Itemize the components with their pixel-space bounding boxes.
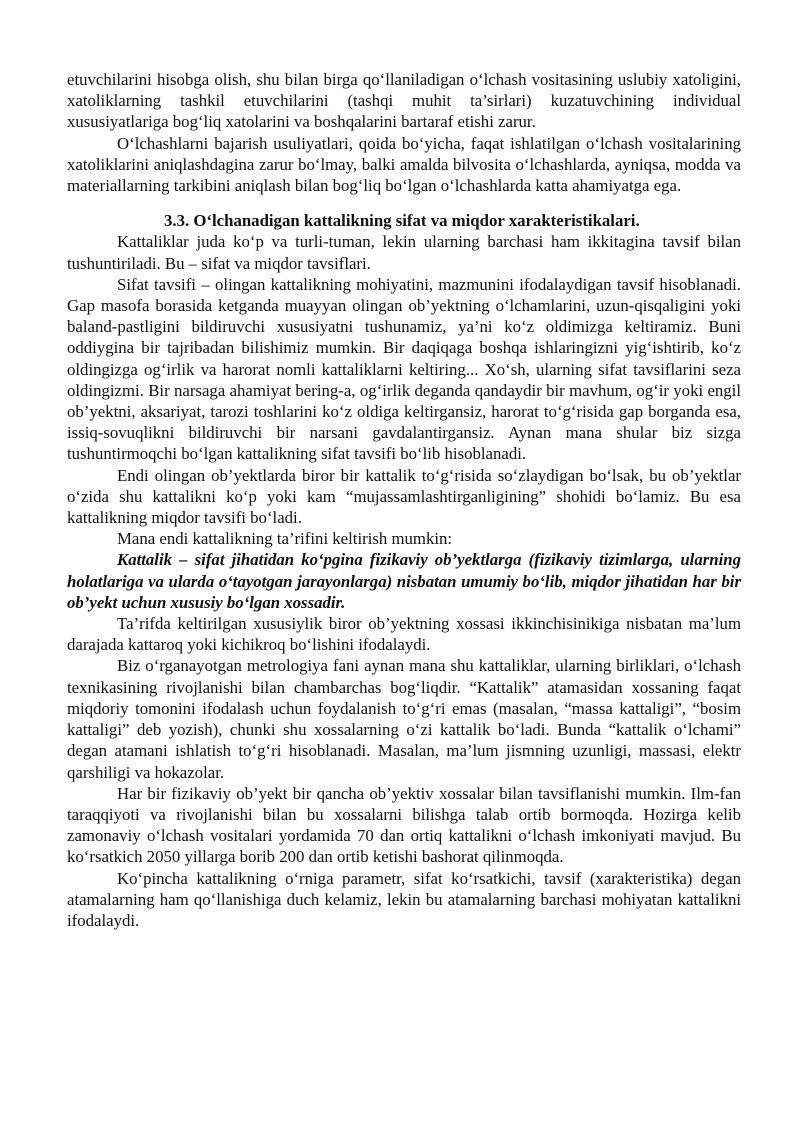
paragraph-quality-description: Sifat tavsifi – olingan kattalikning mohiyatini, mazmunini ifodalaydigan tavsif hisoblanadi. Gap masofa borasida ketganda muayyan olingan ob’yektning o‘lchamlarini, uzun-qisqaligini yoki baland-pastligini bildiruvchi xususiyatni tushunamiz, ya’ni ko‘z oldimizga keltiramiz. Buni oddiygina bir tajribadan bilishimiz mumkin. Bir daqiqaga boshqa ishlaringizni yig‘ishtirib, ko‘z oldingizga og‘irlik va harorat nomli kattaliklarni keltiring... Xo‘sh, ularning sifat tavsiflarini seza oldingizmi. Bir narsaga ahamiyat bering-a, og‘irlik deganda qandaydir bir mavhum, og‘ir yoki engil ob’yektni, aksariyat, tarozi toshlarini ko‘z oldiga keltirgansiz, harorat to‘g‘risida gap borganda esa, issiq-sovuqlikni bildiruvchi bir narsani gavdalantirgansiz. Aynan mana shular biz sizga tushuntirmoqchi bo‘lgan kattalikning sifat tavsifi bo‘lib hisoblanadi. bbox=[67, 274, 741, 464]
section-heading: 3.3. O‘lchanadigan kattalikning sifat va miqdor xarakteristikalari. bbox=[164, 211, 640, 231]
paragraph-quantity-description: Endi olingan ob’yektlarda biror bir kattalik to‘g‘risida so‘zlaydigan bo‘lsak, bu ob’yektlar o‘zida shu kattalikni ko‘p yoki kam “mujassamlashtirganligining” shohidi bo‘lamiz. Bu esa kattalikning miqdor tavsifi bo‘ladi. bbox=[67, 465, 741, 528]
paragraph-definition-lead: Mana endi kattalikning ta’rifini keltirish mumkin: bbox=[117, 529, 453, 549]
document-page bbox=[67, 69, 741, 931]
paragraph-quantities-intro: Kattaliklar juda ko‘p va turli-tuman, lekin ularning barchasi ham ikkitagina tavsif bilan tushuntiriladi. Bu – sifat va miqdor tavsiflari. bbox=[67, 232, 741, 273]
paragraph-measurement-methods: O‘lchashlarni bajarish usuliyatlari, qoida bo‘yicha, faqat ishlatilgan o‘lchash vositalarining xatoliklarini aniqlashdagina zarur bo‘lmay, balki amalda bilvosita o‘lchashlarda, ayniqsa, modda va materiallarning tarkibini aniqlash bilan bog‘liq bo‘lgan o‘lchashlarda katta ahamiyatga ega. bbox=[67, 133, 741, 196]
paragraph-metrology: Biz o‘rganayotgan metrologiya fani aynan mana shu kattaliklar, ularning birliklari, o‘lchash texnikasining rivojlanishi bilan chambarchas bog‘liqdir. “Kattalik” atamasidan xossaning faqat miqdoriy tomonini ifodalash uchun foydalanish to‘g‘ri emas (masalan, “massa kattaligi”, “bosim kattaligi” deb yozish), chunki shu xossalarning o‘zi kattalik bo‘ladi. Bunda “kattalik o‘lchami” degan atamani ishlatish to‘g‘ri hisoblanadi. Masalan, ma’lum jismning uzunligi, massasi, elektr qarshiligi va hokazolar. bbox=[67, 656, 741, 782]
paragraph-terminology: Ko‘pincha kattalikning o‘rniga parametr, sifat ko‘rsatkichi, tavsif (xarakteristika) degan atamalarning ham qo‘llanishiga duch kelamiz, lekin bu atamalarning barchasi mohiyatan kattalikni ifodalaydi. bbox=[67, 868, 741, 930]
paragraph-specificity: Ta’rifda keltirilgan xususiylik biror ob’yektning xossasi ikkinchisinikiga nisbatan ma’lum darajada kattaroq yoki kichikroq bo‘lishini ifodalaydi. bbox=[67, 614, 741, 655]
definition-paragraph: Kattalik – sifat jihatidan ko‘pgina fizikaviy ob’yektlarga (fizikaviy tizimlarga, ularning holatlariga va ularda o‘tayotgan jarayonlarga) nisbatan umumiy bo‘lib, miqdor jihatidan har bir ob’yekt uchun xususiy bo‘lgan xossadir. bbox=[67, 550, 741, 612]
paragraph-continuation: etuvchilarini hisobga olish, shu bilan birga qo‘llaniladigan o‘lchash vositasining uslubiy xatoligini, xatoliklarning tashkil etuvchilarini (tashqi muhit ta’sirlari) kuzatuvchining individual xususiyatlariga bog‘liq xatolarini va boshqalarini bartaraf etishi zarur. bbox=[67, 70, 741, 132]
paragraph-physical-objects: Har bir fizikaviy ob’yekt bir qancha ob’yektiv xossalar bilan tavsiflanishi mumkin. Ilm-fan taraqqiyoti va rivojlanishi bilan bu xossalarni bilishga talab ortib bormoqda. Hozirga kelib zamonaviy o‘lchash vositalari yordamida 70 dan ortiq kattalikni o‘lchash imkoniyati mavjud. Bu ko‘rsatkich 2050 yillarga borib 200 dan ortib ketishi bashorat qilinmoqda. bbox=[67, 783, 741, 867]
